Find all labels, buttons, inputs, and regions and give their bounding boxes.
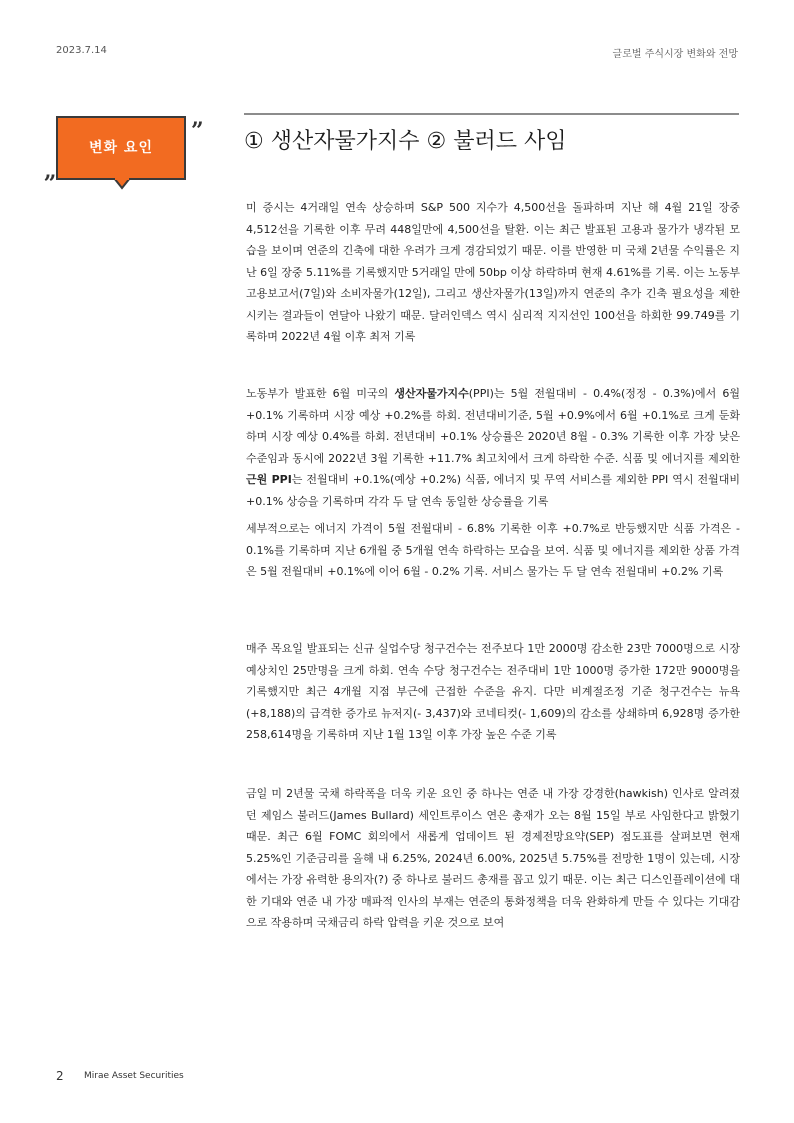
heading-rule — [244, 113, 739, 115]
quote-mark-right: ” — [191, 118, 204, 144]
ppi-text-3: 는 전월대비 +0.1%(예상 +0.2%) 식품, 에너지 및 무역 서비스를 제외한 PPI 역시 전월대비 +0.1% 상승을 기록하며 각각 두 달 연속 동일한 상승률을 기록 — [246, 473, 740, 508]
report-title: 글로벌 주식시장 변화와 전망 — [612, 49, 738, 60]
speech-tail-icon — [114, 178, 130, 194]
report-date: 2023.7.14 — [56, 45, 107, 56]
ppi-text-1: 노동부가 발표한 6월 미국의 — [246, 387, 395, 400]
paragraph-bullard: 금일 미 2년물 국채 하락폭을 더욱 키운 요인 중 하나는 연준 내 가장 강경한(hawkish) 인사로 알려졌던 제임스 불러드(James Bullard) 세인트루이스 연은 총재가 오는 8월 15일 부로 사임한다고 밝혔기 때문. 최근 6월 FOMC 회의에서 새롭게 업데이트 된 경제전망요약(SEP) 점도표를 살펴보면 현재 5.25%인 기준금리를 올해 내 6.25%, 2024년 6.00%, 2025년 5.75%를 전망한 1명이 있는데, 시장에서는 가장 유력한 용의자(?) 중 하나로 불러드 총재를 꼽고 있기 때문. 이는 최근 디스인플레이션에 대한 기대와 연준 내 가장 매파적 인사의 부재는 연준의 통화정책을 더욱 완화하게 만들 수 있다는 기대감으로 작용하며 국채금리 하락 압력을 키운 것으로 보여 — [246, 787, 740, 929]
ppi-text-2: (PPI)는 5월 전월대비 - 0.4%(정정 - 0.3%)에서 6월 +0.1% 기록하며 시장 예상 +0.2%를 하회. 전년대비기준, 5월 +0.9%에서 6월 +0.1%로 크게 둔화하며 시장 예상 0.4%를 하회. 전년대비 +0.1% 상승률은 2020년 8월 - 0.3% 기록한 이후 가장 낮은 수준임과 동시에 2022년 3월 기록한 +11.7% 최고치에서 크게 하락한 수준. 식품 및 에너지를 제외한 — [246, 387, 740, 465]
paragraph-market-summary: 미 증시는 4거래일 연속 상승하며 S&P 500 지수가 4,500선을 돌파하며 지난 해 4월 21일 장중 4,512선을 기록한 이후 무려 448일만에 4,500선을 탈환. 이는 최근 발표된 고용과 물가가 냉각된 모습을 보이며 연준의 긴축에 대한 우려가 크게 경감되었기 때문. 이를 반영한 미 국채 2년물 수익률은 지난 6일 장중 5.11%를 기록했지만 5거래일 만에 50bp 이상 하락하며 현재 4.61%를 기록. 이는 노동부 고용보고서(7일)와 소비자물가(12일), 그리고 생산자물가(13일)까지 연준의 추가 긴축 필요성을 제한시키는 결과들이 연달아 나왔기 때문. 달러인덱스 역시 심리적 지지선인 100선을 하회한 99.749를 기록하며 2022년 4월 이후 최저 기록 — [246, 201, 740, 343]
badge-label: 변화 요인 — [89, 140, 153, 156]
quote-mark-left: „ — [44, 158, 57, 184]
paragraph-ppi — [246, 383, 740, 512]
section-heading: ① 생산자물가지수 ② 불러드 사임 — [244, 129, 567, 154]
core-ppi-term: 근원 PPI — [246, 473, 292, 486]
paragraph-jobless-claims: 매주 목요일 발표되는 신규 실업수당 청구건수는 전주보다 1만 2000명 감소한 23만 7000명으로 시장 예상치인 25만명을 크게 하회. 연속 수당 청구건수는 전주대비 1만 1000명 증가한 172만 9000명을 기록했지만 최근 4개월 지점 부근에 근접한 수준을 유지. 다만 비계절조정 기준 청구건수는 뉴욕(+8,188)의 급격한 증가로 뉴저지(- 3,437)와 코네티컷(- 1,609)의 감소를 상쇄하며 6,928명 증가한 258,614명을 기록하며 지난 1월 13일 이후 가장 높은 수준 기록 — [246, 642, 740, 741]
ppi-term: 생산자물가지수 — [394, 387, 469, 400]
footer-company: Mirae Asset Securities — [84, 1071, 184, 1081]
paragraph-ppi-detail: 세부적으로는 에너지 가격이 5월 전월대비 - 6.8% 기록한 이후 +0.7%로 반등했지만 식품 가격은 - 0.1%를 기록하며 지난 6개월 중 5개월 연속 하락하는 모습을 보여. 식품 및 에너지를 제외한 상품 가격은 5월 전월대비 +0.1%에 이어 6월 - 0.2% 기록. 서비스 물가는 두 달 연속 전월대비 +0.2% 기록 — [246, 522, 740, 578]
page-number: 2 — [56, 1069, 64, 1083]
section-badge — [56, 116, 190, 186]
